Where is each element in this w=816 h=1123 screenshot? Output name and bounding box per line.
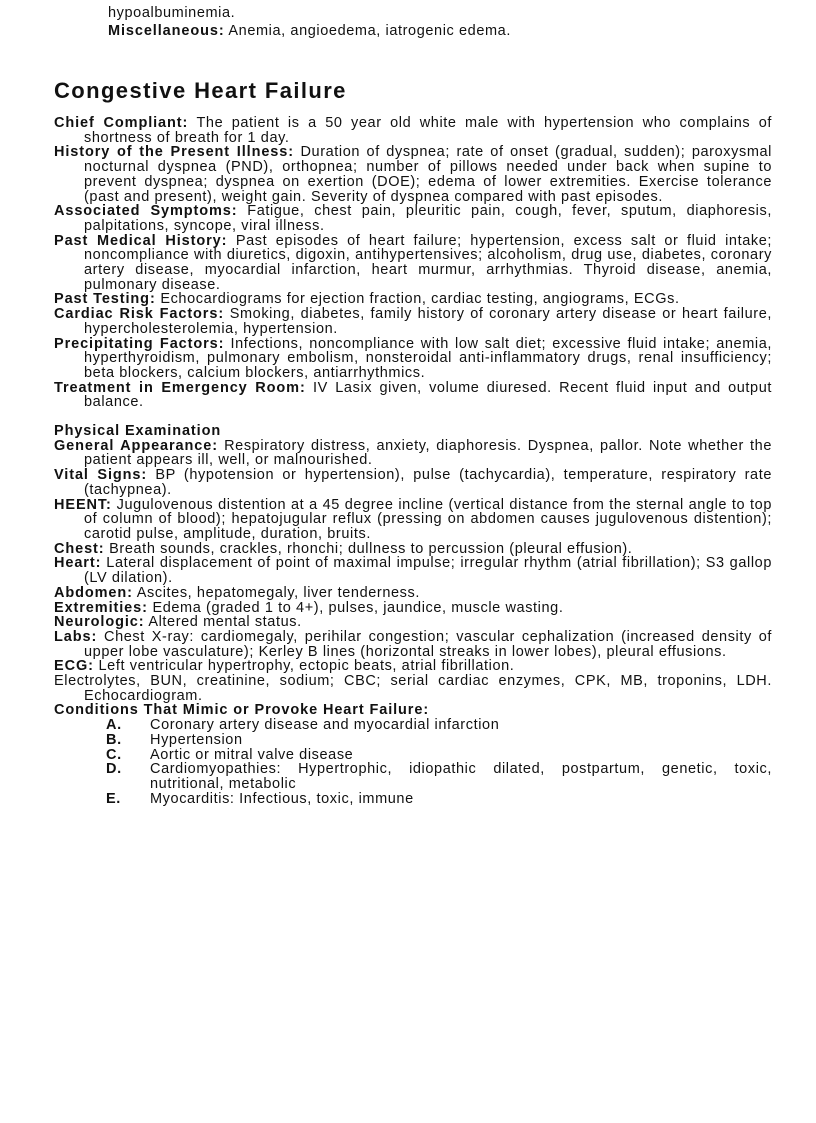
condition-text: Cardiomyopathies: Hypertrophic, idiopathic dilated, postpartum, genetic, toxic, nutritional, metabolic [150,761,772,792]
entry-text: Fatigue, chest pain, pleuritic pain, cough, fever, sputum, diaphoresis, palpitations, syncope, viral illness. [84,203,772,234]
electrolytes-paragraph: Electrolytes, BUN, creatinine, sodium; CBC; serial cardiac enzymes, CPK, MB, troponins, LDH. Echocardiogram. [54,673,772,704]
entry-text: BP (hypotension or hypertension), pulse (tachycardia), temperature, respiratory rate (tachypnea). [84,467,772,498]
entry-label: Chest: [54,540,105,557]
previous-section-tail [108,4,772,40]
entry-label: Precipitating Factors: [54,335,225,352]
entry-text: Echocardiograms for ejection fraction, cardiac testing, angiograms, ECGs. [160,291,680,308]
physical-examination-heading: Physical Examination [54,423,222,440]
entry-text: Jugulovenous distention at a 45 degree incline (vertical distance from the sternal angle to top of column of blood); hepatojugular reflux (pressing on abdomen causes jugulovenous distention); carotid pulse, amplitude, duration, bruits. [84,496,772,542]
entry-label: HEENT: [54,496,112,513]
condition-item [54,748,772,763]
entry-label: General Appearance: [54,437,218,454]
entry-text: Duration of dyspnea; rate of onset (gradual, sudden); paroxysmal nocturnal dyspnea (PND), orthopnea; number of pillows needed under back when supine to prevent dyspnea; dyspnea on exertion (DOE); edema of lower extremities. Exercise tolerance (past and present), weight gain. Severity of dyspnea compared with past episodes. [84,144,772,205]
condition-item [54,762,772,791]
entry-label: Labs: [54,628,98,645]
condition-item [54,733,772,748]
history-list [54,116,772,410]
exam-entry-extremities [54,601,772,616]
entry-text: Altered mental status. [148,614,302,631]
spacer [54,410,772,424]
entry-text: Respiratory distress, anxiety, diaphoresis. Dyspnea, pallor. Note whether the patient appears ill, well, or malnourished. [84,437,773,469]
condition-item [54,792,772,807]
exam-entry-vital-signs [54,468,772,497]
entry-text: Chest X-ray: cardiomegaly, perihilar congestion; vascular cephalization (increased density of upper lobe vasculature); Kerley B lines (horizontal streaks in lower lobes), pleural effusions. [84,628,772,660]
section-title: Congestive Heart Failure [54,78,347,103]
condition-letter: D. [106,761,122,778]
history-entry-associated-symptoms [54,204,772,233]
conditions-heading: Conditions That Mimic or Provoke Heart Failure: [54,702,430,719]
condition-text: Hypertension [150,731,243,748]
entry-label: Associated Symptoms: [54,203,238,220]
condition-item [54,718,772,733]
exam-entry-heent [54,498,772,542]
entry-label: Treatment in Emergency Room: [54,379,306,396]
condition-letter: C. [106,746,122,763]
condition-letter: A. [106,717,122,734]
exam-entry-ecg [54,659,772,674]
exam-entry-general-appearance [54,439,772,468]
entry-text: Infections, noncompliance with low salt diet; excessive fluid intake; anemia, hyperthyroidism, pulmonary embolism, nonsteroidal anti-inflammatory drugs, renal insufficiency; beta blockers, calcium blockers, antiarrhythmics. [84,335,772,381]
section-body [54,116,772,806]
entry-text: Edema (graded 1 to 4+), pulses, jaundice, muscle wasting. [152,599,564,616]
history-entry-precipitating-factors [54,337,772,381]
entry-label: Cardiac Risk Factors: [54,306,225,323]
condition-text: Aortic or mitral valve disease [150,746,354,763]
entry-label: Past Testing: [54,291,156,308]
entry-text: Smoking, diabetes, family history of coronary artery disease or heart failure, hypercholesterolemia, hypertension. [84,306,772,337]
previous-section-line: hypoalbuminemia. [108,5,236,21]
history-entry-emergency-treatment [54,381,772,410]
entry-text: IV Lasix given, volume diuresed. Recent fluid input and output balance. [84,379,772,411]
entry-label: Past Medical History: [54,232,228,249]
entry-text: Lateral displacement of point of maximal impulse; irregular rhythm (atrial fibrillation); S3 gallop (LV dilation). [84,555,772,587]
entry-text: Left ventricular hypertrophy, ectopic beats, atrial fibrillation. [98,658,515,675]
exam-entry-labs [54,630,772,659]
history-entry-past-testing [54,292,772,307]
entry-text: Past episodes of heart failure; hypertension, excess salt or fluid intake; noncompliance with diuretics, digoxin, antihypertensives; alcoholism, drug use, diabetes, coronary artery disease, myocardial infarction, heart murmur, arrhythmias. Thyroid disease, anemia, pulmonary disease. [84,232,772,293]
history-entry-past-medical-history [54,234,772,293]
exam-entry-neurologic [54,615,772,630]
exam-entry-heart [54,556,772,585]
condition-letter: B. [106,731,122,748]
entry-label: Heart: [54,555,102,572]
miscellaneous-entry [108,22,772,40]
entry-label: Chief Compliant: [54,115,189,131]
entry-label: Neurologic: [54,614,145,631]
condition-letter: E. [106,790,121,807]
entry-label: Extremities: [54,599,148,616]
entry-text: Ascites, hepatomegaly, liver tenderness. [136,584,420,601]
entry-text: The patient is a 50 year old white male with hypertension who complains of shortness of breath for 1 day. [84,115,772,146]
conditions-list [54,718,772,806]
history-entry-cardiac-risk-factors [54,307,772,336]
condition-text: Myocarditis: Infectious, toxic, immune [150,790,414,807]
exam-entry-abdomen [54,586,772,601]
history-entry-chief-complaint [54,116,772,145]
exam-list [54,439,772,674]
entry-text: Breath sounds, crackles, rhonchi; dullness to percussion (pleural effusion). [109,540,633,557]
entry-label: History of the Present Illness: [54,144,294,161]
entry-label: Miscellaneous: [108,23,225,39]
condition-text: Coronary artery disease and myocardial infarction [150,717,500,734]
history-entry-present-illness [54,145,772,204]
entry-label: Abdomen: [54,584,133,601]
exam-entry-chest [54,542,772,557]
entry-label: Vital Signs: [54,467,148,484]
entry-text: Anemia, angioedema, iatrogenic edema. [228,23,511,39]
entry-label: ECG: [54,658,94,675]
